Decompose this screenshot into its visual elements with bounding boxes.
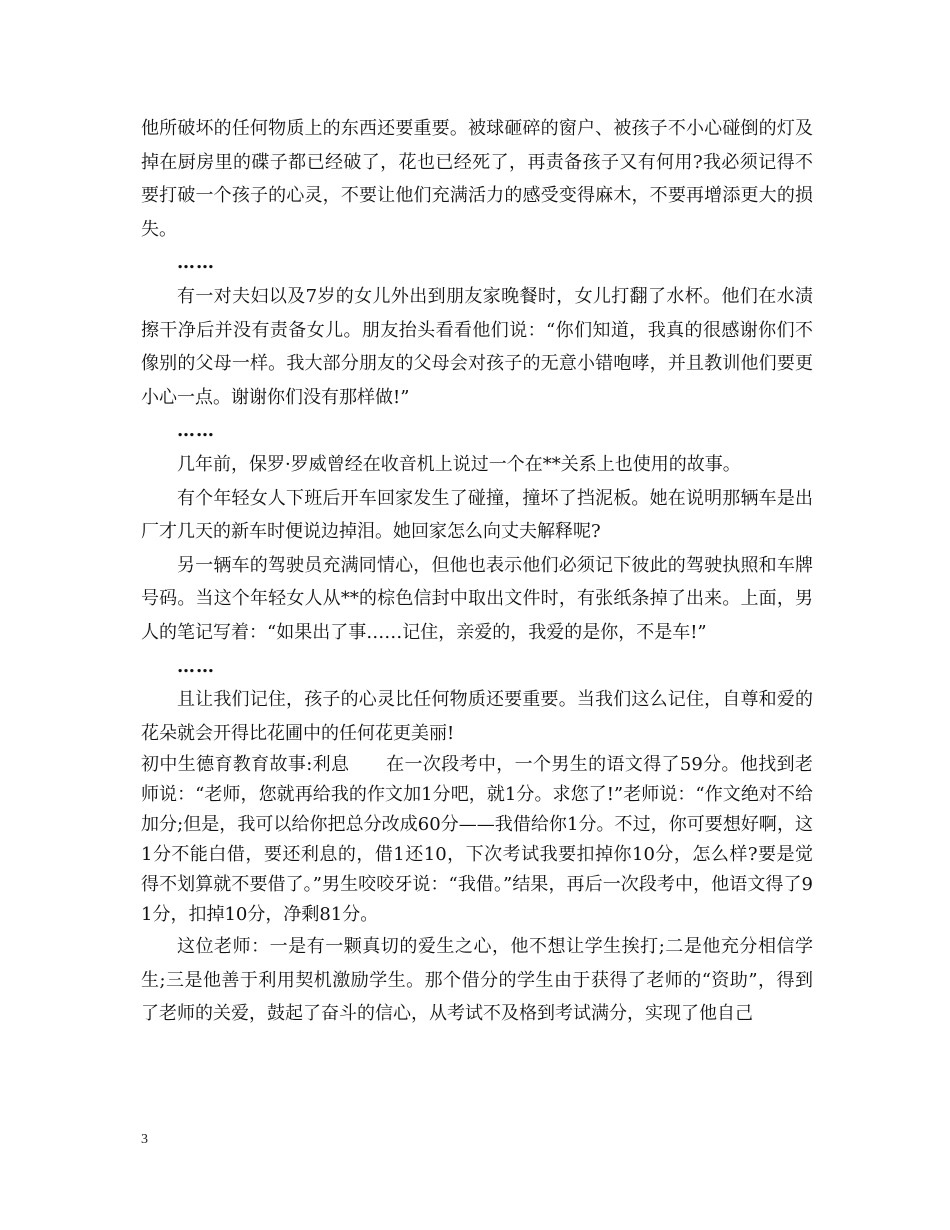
paragraph-1: 他所破坏的任何物质上的东西还要重要。被球砸碎的窗户、被孩子不小心碰倒的灯及掉在厨房里的碟子都已经破了，花也已经死了，再责备孩子又有何用?我必须记得不要打破一个孩子的心灵，不要让他们充满活力的感受变得麻木，不要再增添更大的损失。 [141, 118, 813, 240]
ellipsis-separator-2: …… [177, 420, 215, 442]
page-number: 3 [141, 1132, 148, 1147]
paragraph-2: 有一对夫妇以及7岁的女儿外出到朋友家晚餐时，女儿打翻了水杯。他们在水渍擦干净后并没有责备女儿。朋友抬头看看他们说：“你们知道，我真的很感谢你们不像别的父母一样。我大部分朋友的父母会对孩子的无意小错咆哮，并且教训他们要更小心一点。谢谢你们没有那样做!” [141, 285, 813, 408]
paragraph-4: 有个年轻女人下班后开车回家发生了碰撞，撞坏了挡泥板。她在说明那辆车是出厂才几天的新车时便说边掉泪。她回家怎么向丈夫解释呢? [141, 487, 813, 543]
paragraph-8: 这位老师：一是有一颗真切的爱生之心，他不想让学生挨打;二是他充分相信学生;三是他善于利用契机激励学生。那个借分的学生由于获得了老师的“资助”，得到了老师的关爱，鼓起了奋斗的信心，从考试不及格到考试满分，实现了他自己 [141, 936, 813, 1025]
paragraph-7-story-interest: 初中生德育教育故事:利息 在一次段考中，一个男生的语文得了59分。他找到老师说：“老师，您就再给我的作文加1分吧，就1分。求您了!”老师说：“作文绝对不给加分;但是，我可以给你把总分改成60分——我借给你1分。不过，你可要想好啊，这1分不能白借，要还利息的，借1还10，下次考试我要扣掉你10分，怎么样?要是觉得不划算就不要借了。”男生咬咬牙说：“我借。”结果，再后一次段考中，他语文得了91分，扣掉10分，净剩81分。 [141, 754, 813, 926]
ellipsis-separator-3: …… [177, 655, 215, 677]
document-body [141, 112, 813, 1031]
paragraph-3: 几年前，保罗·罗威曾经在收音机上说过一个在**关系上也使用的故事。 [177, 453, 741, 475]
ellipsis-separator-1: …… [177, 252, 215, 274]
paragraph-6: 且让我们记住，孩子的心灵比任何物质还要重要。当我们这么记住，自尊和爱的花朵就会开得比花圃中的任何花更美丽! [141, 689, 813, 744]
paragraph-5: 另一辆车的驾驶员充满同情心，但他也表示他们必须记下彼此的驾驶执照和车牌号码。当这个年轻女人从**的棕色信封中取出文件时，有张纸条掉了出来。上面，男人的笔记写着：“如果出了事……记住，亲爱的，我爱的是你，不是车!” [141, 554, 813, 643]
